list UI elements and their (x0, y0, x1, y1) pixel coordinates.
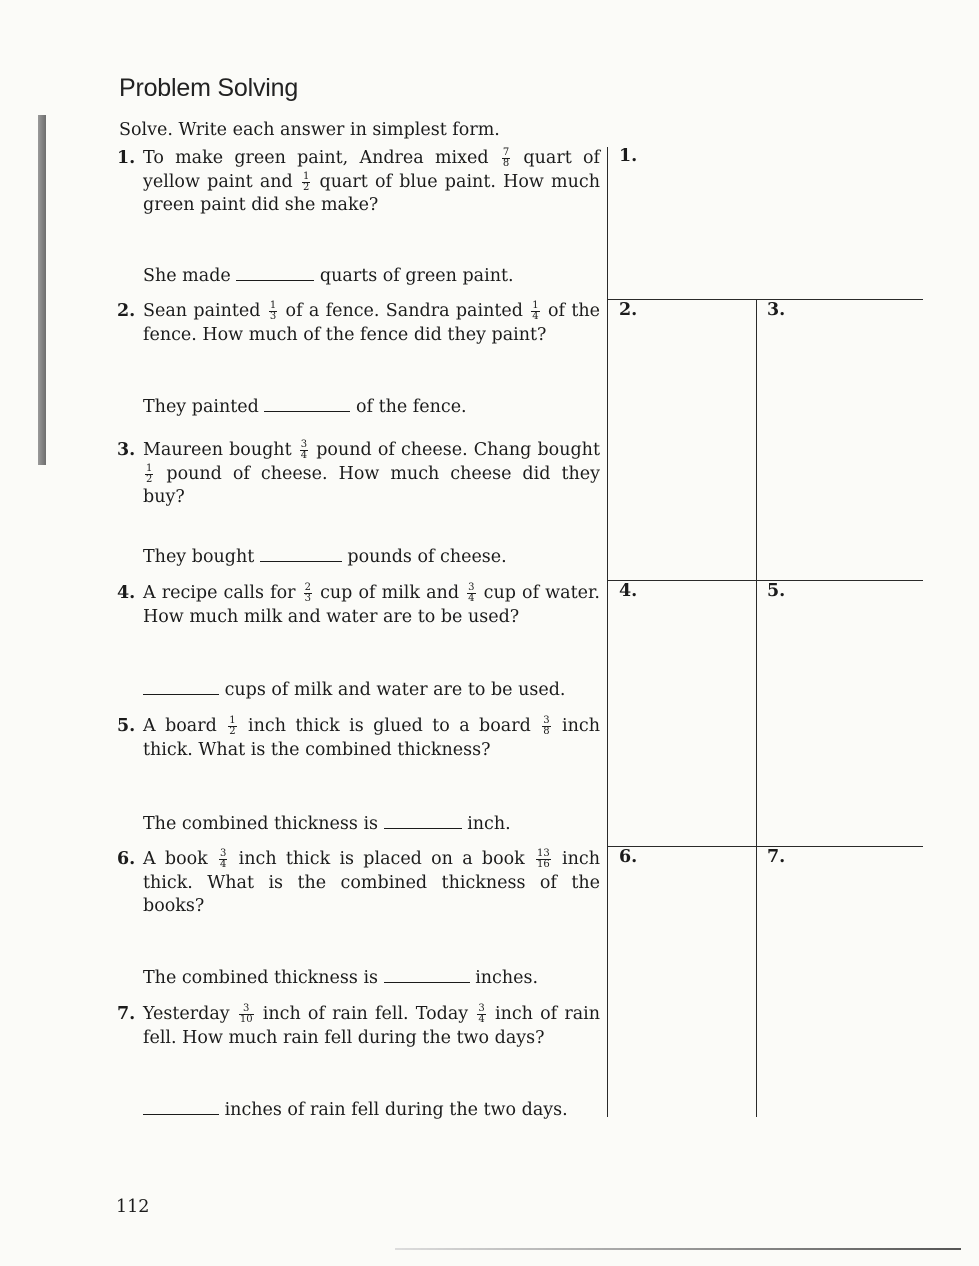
answer-blank[interactable] (260, 547, 342, 562)
answer-blank[interactable] (384, 814, 462, 829)
answer-line-3 (143, 547, 507, 567)
problem-text-segment: Yesterday (143, 1004, 237, 1024)
answer-line-7 (143, 1100, 568, 1120)
problem-number: 1. (117, 148, 136, 168)
problem-text (143, 582, 600, 629)
fraction (219, 849, 227, 870)
work-column-divider (607, 147, 608, 1117)
problem-number: 3. (117, 440, 136, 460)
fraction-numerator: 7 (502, 147, 510, 158)
answer-prefix: She made (143, 266, 231, 286)
fraction-numerator: 1 (146, 462, 153, 474)
problem-text-segment: A board (143, 716, 227, 736)
work-box-label-5: 5. (767, 581, 786, 601)
problem-text-segment: inch thick is glued to a board (238, 716, 541, 736)
footer-rule (395, 1248, 961, 1250)
work-box-label-1: 1. (619, 146, 638, 166)
fraction (536, 849, 551, 870)
answer-blank[interactable] (236, 266, 314, 281)
work-box-label-4: 4. (619, 581, 638, 601)
problem-text-segment: inch thick is placed on a book (229, 849, 535, 869)
fraction-numerator: 1 (302, 170, 310, 182)
fraction-numerator: 3 (543, 715, 550, 726)
fraction-numerator: 1 (269, 300, 277, 311)
work-box-label-6: 6. (619, 847, 638, 867)
problem-text-segment: quart of yellow paint and (143, 148, 600, 192)
fraction-denominator: 10 (239, 1014, 253, 1025)
fraction (239, 1004, 254, 1025)
fraction (302, 172, 310, 193)
problem-text-segment: of a fence. Sandra painted (279, 301, 530, 321)
binding-shadow (38, 115, 46, 465)
answer-suffix: inch. (467, 814, 511, 834)
answer-line-6 (143, 968, 538, 988)
problem-text (143, 147, 600, 218)
fraction (269, 301, 277, 322)
problem-text-segment: cup of water. How much milk and water are to be used? (143, 583, 600, 627)
answer-suffix: inches. (475, 968, 539, 988)
fraction (477, 1004, 485, 1025)
problem-number: 2. (117, 301, 136, 321)
fraction (531, 301, 539, 322)
problem-text-segment: A recipe calls for (143, 583, 302, 603)
fraction-denominator: 4 (300, 450, 308, 461)
problem-text-segment: inch of rain fell. How much rain fell during the two days? (143, 1004, 600, 1048)
fraction-denominator: 4 (478, 1014, 485, 1025)
work-column-divider-right (756, 299, 757, 1117)
fraction-numerator: 1 (229, 715, 236, 726)
problem-text-segment: inch thick. What is the combined thickness? (143, 716, 600, 760)
problem-text-segment: cup of milk and (313, 583, 466, 603)
problem-text (143, 715, 600, 762)
work-row-divider (607, 846, 923, 847)
fraction-denominator: 16 (537, 859, 550, 870)
fraction (228, 716, 236, 737)
answer-suffix: pounds of cheese. (347, 547, 507, 567)
fraction-numerator: 3 (239, 1004, 254, 1015)
work-box-label-3: 3. (767, 300, 786, 320)
problem-text-segment: A book (143, 849, 218, 869)
problem-text (143, 848, 600, 919)
problem-number: 6. (117, 849, 136, 869)
work-row-divider (607, 299, 923, 300)
answer-line-4 (143, 680, 565, 700)
problem-text-segment: quart of blue paint. How much green paint did she make? (143, 171, 600, 215)
answer-line-5 (143, 814, 511, 834)
answer-line-1 (143, 266, 514, 286)
answer-line-2 (143, 397, 467, 417)
fraction (145, 464, 153, 485)
fraction-denominator: 3 (304, 593, 311, 604)
fraction (304, 583, 312, 604)
answer-blank[interactable] (384, 968, 470, 983)
problem-text-segment: of the fence. How much of the fence did they paint? (143, 301, 600, 345)
fraction (467, 583, 475, 604)
fraction-denominator: 4 (468, 593, 475, 604)
answer-prefix: The combined thickness is (143, 968, 379, 988)
problem-number: 5. (117, 716, 136, 736)
fraction-numerator: 3 (468, 582, 475, 593)
answer-prefix: They painted (143, 397, 259, 417)
problem-text-segment: pound of cheese. Chang bought (310, 440, 600, 460)
answer-suffix: of the fence. (356, 397, 467, 417)
fraction-numerator: 1 (532, 300, 539, 311)
fraction-denominator: 3 (269, 311, 277, 322)
fraction-numerator: 3 (478, 1003, 485, 1014)
problem-text (143, 300, 600, 347)
problem-text (143, 1003, 600, 1050)
fraction-denominator: 4 (532, 311, 539, 322)
fraction (502, 148, 510, 169)
fraction-numerator: 3 (300, 439, 308, 450)
answer-prefix: They bought (143, 547, 255, 567)
fraction-numerator: 2 (304, 582, 311, 593)
problem-number: 4. (117, 583, 136, 603)
page-title: Problem Solving (119, 74, 299, 102)
page-number: 112 (116, 1197, 150, 1217)
fraction (542, 716, 550, 737)
answer-blank[interactable] (264, 397, 350, 412)
answer-suffix: cups of milk and water are to be used. (224, 680, 566, 700)
answer-suffix: quarts of green paint. (319, 266, 514, 286)
answer-prefix: The combined thickness is (143, 814, 379, 834)
fraction-denominator: 2 (146, 473, 153, 485)
fraction-denominator: 8 (502, 158, 510, 169)
fraction-numerator: 3 (220, 848, 227, 859)
instructions: Solve. Write each answer in simplest form. (119, 120, 500, 140)
fraction-denominator: 4 (220, 859, 227, 870)
problem-text (143, 439, 600, 510)
work-box-label-7: 7. (767, 847, 786, 867)
answer-suffix: inches of rain fell during the two days. (224, 1100, 568, 1120)
fraction-denominator: 2 (229, 726, 236, 737)
problem-number: 7. (117, 1004, 136, 1024)
work-box-label-2: 2. (619, 300, 638, 320)
work-row-divider (607, 580, 923, 581)
fraction-denominator: 2 (302, 181, 310, 193)
problem-text-segment: inch of rain fell. Today (255, 1004, 476, 1024)
problem-text-segment: Maureen bought (143, 440, 298, 460)
problem-text-segment: To make green paint, Andrea mixed (143, 148, 500, 168)
problem-text-segment: inch thick. What is the combined thickness of the books? (143, 849, 600, 916)
fraction-denominator: 8 (543, 726, 550, 737)
problem-text-segment: Sean painted (143, 301, 267, 321)
answer-blank[interactable] (143, 680, 219, 695)
problem-text-segment: pound of cheese. How much cheese did they buy? (143, 463, 600, 507)
answer-blank[interactable] (143, 1100, 219, 1115)
fraction-numerator: 13 (537, 848, 550, 859)
fraction (300, 440, 308, 461)
